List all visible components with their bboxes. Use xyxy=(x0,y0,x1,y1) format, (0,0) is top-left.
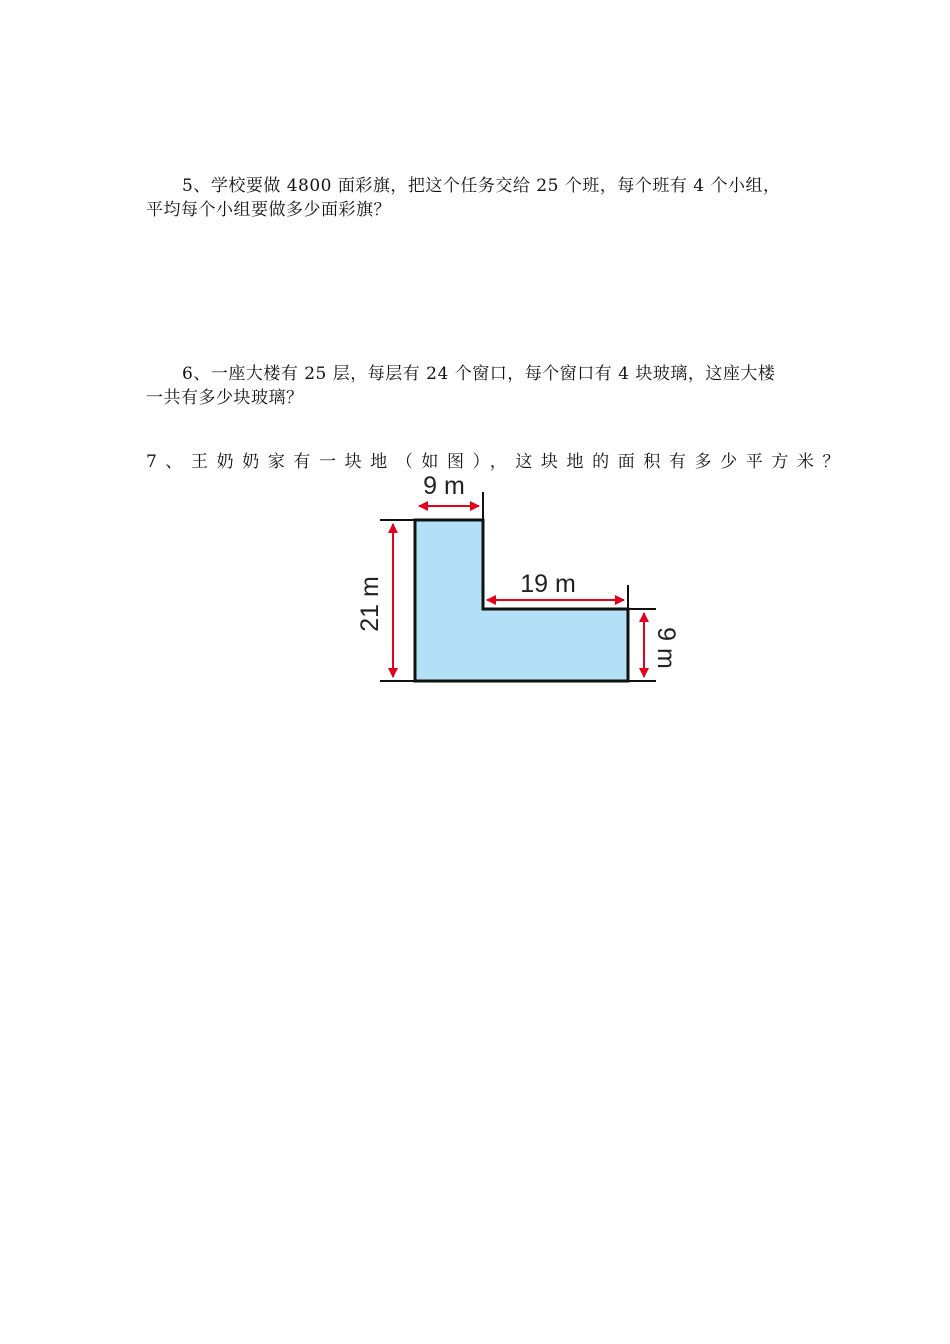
problem-7-line-1: 7、王奶奶家有一块地（如图），这块地的面积有多少平方米？ xyxy=(146,452,849,472)
problem-5-line-1: 5、学校要做 4800 面彩旗，把这个任务交给 25 个班，每个班有 4 个小组， xyxy=(182,176,781,196)
problem-5 xyxy=(146,174,816,222)
top-width-label: 9 m xyxy=(423,472,465,500)
right-height-label: 9 m xyxy=(652,627,680,669)
problem-6 xyxy=(146,362,816,410)
l-shape-diagram xyxy=(340,470,700,690)
problem-6-line-1: 6、一座大楼有 25 层，每层有 24 个窗口，每个窗口有 4 块玻璃，这座大楼 xyxy=(182,364,776,384)
l-shape-figure xyxy=(340,470,700,690)
inner-width-label: 19 m xyxy=(520,570,576,598)
problem-5-line-2: 平均每个小组要做多少面彩旗？ xyxy=(146,200,391,220)
problem-6-line-2: 一共有多少块玻璃？ xyxy=(146,388,304,408)
total-height-label: 21 m xyxy=(356,576,384,632)
